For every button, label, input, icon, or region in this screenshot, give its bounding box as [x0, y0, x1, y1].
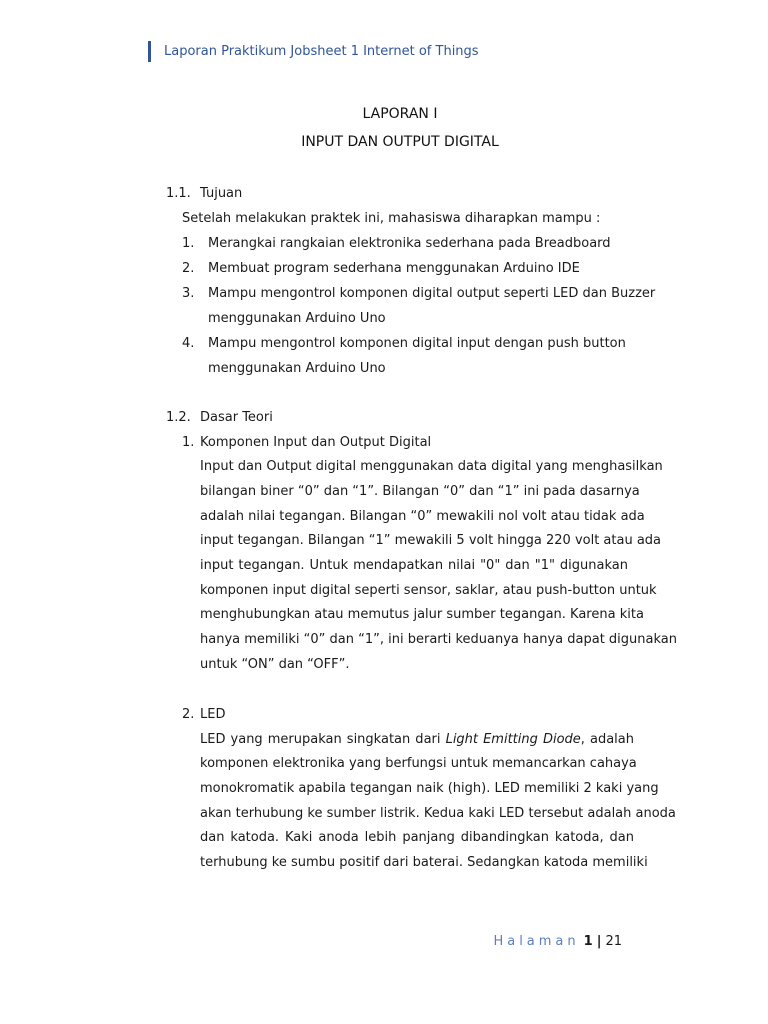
paragraph-line: input tegangan. Bilangan “1” mewakili 5 volt hingga 220 volt atau ada	[200, 533, 662, 548]
paragraph-line: Input dan Output digital menggunakan data digital yang menghasilkan	[200, 459, 663, 474]
subsection-heading: LED	[200, 707, 226, 722]
list-item: Merangkai rangkaian elektronika sederhana pada Breadboard	[208, 236, 611, 251]
doc-title-2: INPUT DAN OUTPUT DIGITAL	[301, 134, 499, 150]
paragraph-line: menghubungkan atau memutus jalur sumber tegangan. Karena kita	[200, 607, 644, 622]
page-header	[148, 41, 479, 62]
list-item-continued: menggunakan Arduino Uno	[208, 311, 386, 326]
list-item-continued: menggunakan Arduino Uno	[208, 361, 386, 376]
footer-separator: |	[596, 934, 602, 949]
footer-page-number: 1	[583, 934, 593, 949]
paragraph-line: monokromatik apabila tegangan naik (high). LED memiliki 2 kaki yang	[200, 781, 659, 796]
section-number: 1.1.	[166, 186, 191, 201]
subsection-number: 2.	[182, 707, 195, 722]
section-number: 1.2.	[166, 410, 191, 425]
footer-label: Halaman	[493, 934, 580, 949]
header-title: Laporan Praktikum Jobsheet 1 Internet of Things	[164, 44, 479, 59]
subsection-heading: Komponen Input dan Output Digital	[200, 435, 432, 450]
paragraph-line: adalah nilai tegangan. Bilangan “0” mewakili nol volt atau tidak ada	[200, 509, 645, 524]
led-full-name: Light Emitting Diode	[445, 732, 581, 747]
paragraph-line: hanya memiliki “0” dan “1”, ini berarti keduanya hanya dapat digunakan	[200, 632, 678, 647]
section-heading: Tujuan	[200, 186, 243, 201]
list-item: Mampu mengontrol komponen digital output seperti LED dan Buzzer	[208, 286, 656, 301]
subsection-number: 1.	[182, 435, 195, 450]
list-number: 3.	[182, 286, 195, 301]
section-intro: Setelah melakukan praktek ini, mahasiswa diharapkan mampu :	[182, 211, 601, 226]
paragraph-line	[200, 731, 634, 749]
list-number: 2.	[182, 261, 195, 276]
header-accent-bar	[148, 41, 151, 62]
doc-title-1: LAPORAN I	[362, 106, 438, 122]
paragraph-line: input tegangan. Untuk mendapatkan nilai "0" dan "1" digunakan	[200, 558, 628, 573]
paragraph-line: komponen elektronika yang berfungsi untuk memancarkan cahaya	[200, 756, 637, 771]
paragraph-line: terhubung ke sumbu positif dari baterai. Sedangkan katoda memiliki	[200, 855, 648, 870]
list-item: Membuat program sederhana menggunakan Arduino IDE	[208, 261, 580, 276]
page-footer	[493, 934, 622, 949]
paragraph-line: bilangan biner “0” dan “1”. Bilangan “0” dan “1” ini pada dasarnya	[200, 484, 640, 499]
paragraph-line: akan terhubung ke sumber listrik. Kedua kaki LED tersebut adalah anoda	[200, 806, 676, 821]
list-number: 4.	[182, 336, 195, 351]
led-line-start: LED yang merupakan singkatan dari	[200, 732, 441, 747]
section-heading: Dasar Teori	[200, 410, 273, 425]
paragraph-line: dan katoda. Kaki anoda lebih panjang dibandingkan katoda, dan	[200, 830, 634, 845]
footer-total-pages: 21	[605, 934, 622, 949]
list-number: 1.	[182, 236, 195, 251]
list-item: Mampu mengontrol komponen digital input dengan push button	[208, 336, 626, 351]
paragraph-line: untuk “ON” dan “OFF”.	[200, 657, 350, 672]
led-line-end: , adalah	[580, 732, 634, 747]
paragraph-line: komponen input digital seperti sensor, saklar, atau push-button untuk	[200, 583, 657, 598]
